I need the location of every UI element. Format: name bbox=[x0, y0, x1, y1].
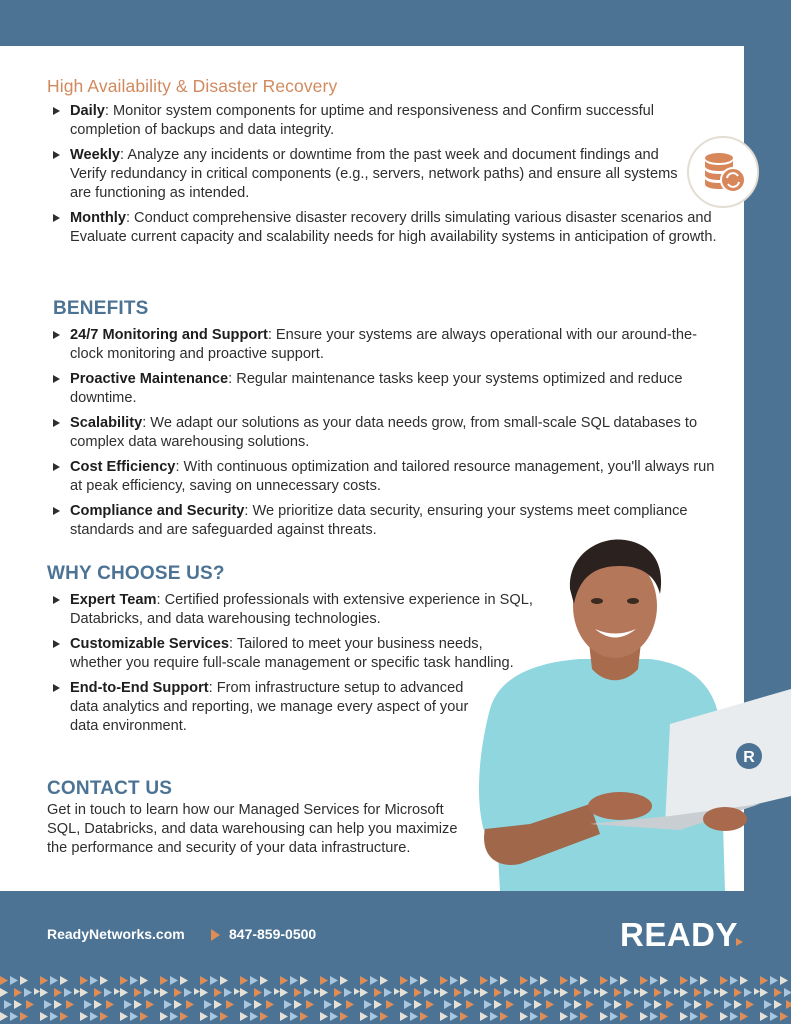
list-item: Monthly: Conduct comprehensive disaster recovery drills simulating various disaster scenarios and Evaluate current capacity and scalability needs for high availability systems in anticipation of growth. bbox=[47, 209, 727, 247]
list-item: Compliance and Security: We prioritize data security, ensuring your systems meet compliance standards and are safeguarded against threats. bbox=[47, 502, 727, 540]
website-link[interactable]: ReadyNetworks.com bbox=[47, 926, 185, 942]
benefits-title: BENEFITS bbox=[53, 298, 149, 319]
bullet-triangle-icon bbox=[53, 107, 60, 115]
bullet-triangle-icon bbox=[53, 419, 60, 427]
bullet-triangle-icon bbox=[53, 684, 60, 692]
list-item: Daily: Monitor system components for uptime and responsiveness and Confirm successful completion of backups and data integrity. bbox=[47, 102, 687, 140]
bullet-triangle-icon bbox=[53, 463, 60, 471]
benefits-list bbox=[47, 326, 727, 546]
separator-triangle-icon bbox=[211, 929, 220, 941]
ha-list bbox=[47, 102, 717, 253]
logo-triangle-icon bbox=[736, 938, 743, 946]
list-item: Expert Team: Certified professionals with extensive experience in SQL, Databricks, and data warehousing technologies. bbox=[47, 591, 567, 629]
list-item: Weekly: Analyze any incidents or downtime from the past week and document findings and Verify redundancy in critical components (e.g., servers, network paths) and ensure all systems are functioning as intended. bbox=[47, 146, 687, 203]
bullet-triangle-icon bbox=[53, 596, 60, 604]
person-with-laptop-photo bbox=[470, 534, 791, 891]
bullet-triangle-icon bbox=[53, 640, 60, 648]
bullet-triangle-icon bbox=[53, 214, 60, 222]
bullet-triangle-icon bbox=[53, 507, 60, 515]
triangle-pattern-decoration bbox=[0, 975, 791, 1024]
bullet-triangle-icon bbox=[53, 375, 60, 383]
list-item: 24/7 Monitoring and Support: Ensure your systems are always operational with our around-the-clock monitoring and proactive support. bbox=[47, 326, 727, 364]
list-item: Cost Efficiency: With continuous optimization and tailored resource management, you'll always run at peak efficiency, saving on unnecessary costs. bbox=[47, 458, 727, 496]
list-item: Scalability: We adapt our solutions as your data needs grow, from small-scale SQL databases to complex data warehousing solutions. bbox=[47, 414, 727, 452]
contact-body: Get in touch to learn how our Managed Services for Microsoft SQL, Databricks, and data warehousing can help you maximize the performance and security of your data infrastructure. bbox=[47, 802, 458, 856]
list-item: Proactive Maintenance: Regular maintenance tasks keep your systems optimized and reduce downtime. bbox=[47, 370, 727, 408]
bullet-triangle-icon bbox=[53, 331, 60, 339]
bullet-triangle-icon bbox=[53, 151, 60, 159]
contact-title: CONTACT US bbox=[47, 778, 173, 799]
ready-logo: READY bbox=[620, 916, 739, 953]
phone-link[interactable]: 847-859-0500 bbox=[229, 926, 317, 942]
list-item: Customizable Services: Tailored to meet your business needs, whether you require full-scale management or specific task handling. bbox=[47, 635, 532, 673]
database-sync-icon bbox=[687, 136, 759, 208]
why-choose-title: WHY CHOOSE US? bbox=[47, 563, 225, 584]
list-item: End-to-End Support: From infrastructure setup to advanced data analytics and reporting, we manage every aspect of your data environment. bbox=[47, 679, 477, 736]
svg-text:R: R bbox=[743, 749, 755, 766]
ha-section-title: High Availability & Disaster Recovery bbox=[47, 76, 338, 96]
